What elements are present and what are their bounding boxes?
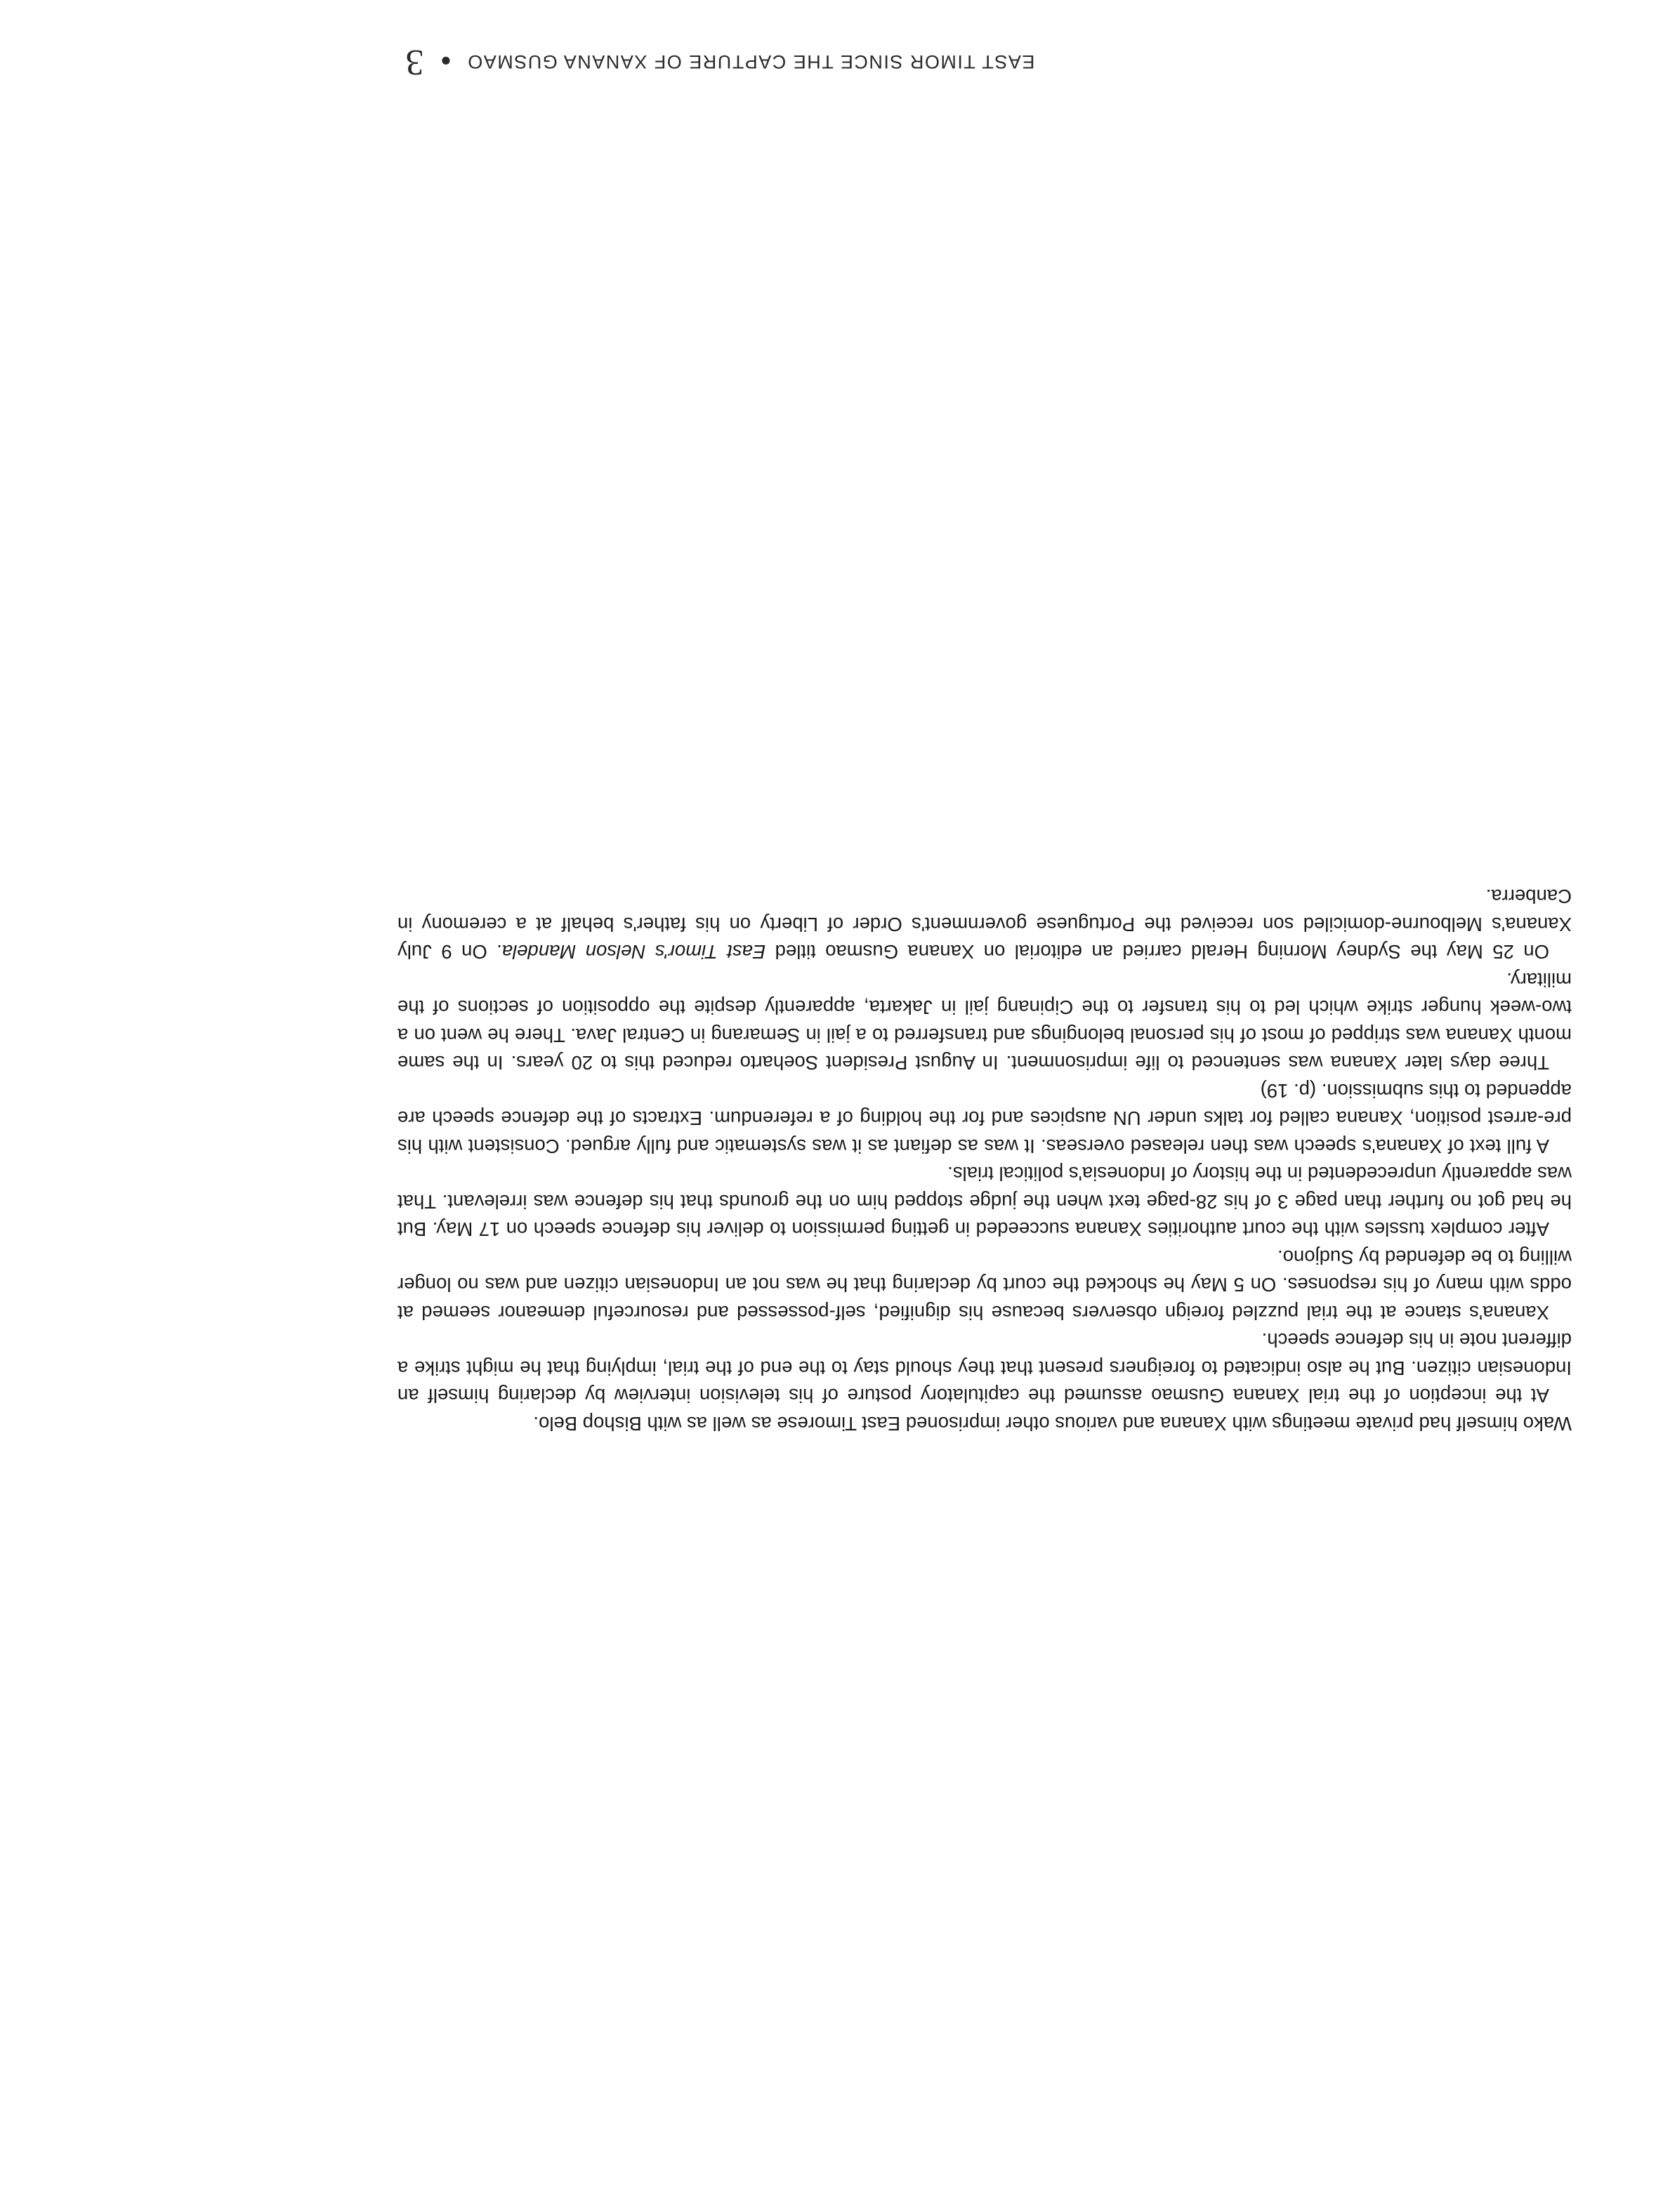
paragraph-continuation: Wako himself had private meetings with Xanana and various other imprisoned East Timorese as well as with Bishop Belo.	[533, 1413, 1572, 1435]
bullet-icon: ●	[439, 51, 452, 72]
editorial-title: East Timor's Nelson Mandela	[501, 941, 766, 963]
running-head-title: EAST TIMOR SINCE THE CAPTURE OF XANANA GUSMAO	[466, 51, 1035, 73]
editorial-text-before: On 25 May the Sydney Morning Herald carried an editorial on Xanana Gusmao titled	[765, 941, 1549, 963]
paragraph-trial-inception: At the inception of the trial Xanana Gusmao assumed the capitulatory posture of his television interview by declaring himself an Indonesian citizen. But he also indicated to foreigners present that they should stay to the end of the trial, implying that he might strike a different note in his defence speech.	[397, 1329, 1572, 1407]
paragraph-full-text: A full text of Xanana's speech was then released overseas. It was as defiant as it was systematic and fully argued. Consistent with his pre-arrest position, Xanana called for talks under UN auspices and for the holding of a referendum. Extracts of the defence speech are appended to this submission. (p. 19)	[397, 1080, 1572, 1157]
paragraph-defence-speech: After complex tussles with the court authorities Xanana succeeded in getting permission to deliver his defence speech on 17 May. But he had got no further than page 3 of his 28-page text when the judge stopped him on the grounds that his defence was irrelevant. That was apparently unprecedented in the history of Indonesia's political trials.	[397, 1163, 1572, 1241]
body-text	[397, 883, 1572, 1437]
editorial-text-after: . On 9 July Xanana's Melbourne-domiciled son received the Portuguese government's Order of Liberty on his father's behalf at a ceremony in Canberra.	[397, 886, 1572, 963]
page-number: 3	[405, 42, 424, 82]
paragraph-editorial	[397, 883, 1572, 966]
running-head	[405, 44, 1037, 80]
paragraph-sentence: Three days later Xanana was sentenced to life imprisonment. In August President Soeharto reduced this to 20 years. In the same month Xanana was stripped of most of his personal belongings and transferred to a jail in Semarang in Central Java. There he went on a two-week hunger strike which led to his transfer to the Cipinang jail in Jakarta, apparently despite the opposition of sections of the military.	[397, 969, 1572, 1074]
paragraph-xanana-stance: Xanana's stance at the trial puzzled foreign observers because his dignified, self-possessed and resourceful demeanor seemed at odds with many of his responses. On 5 May he shocked the court by declaring that he was not an Indonesian citizen and was no longer willing to be defended by Sudjono.	[397, 1246, 1572, 1324]
